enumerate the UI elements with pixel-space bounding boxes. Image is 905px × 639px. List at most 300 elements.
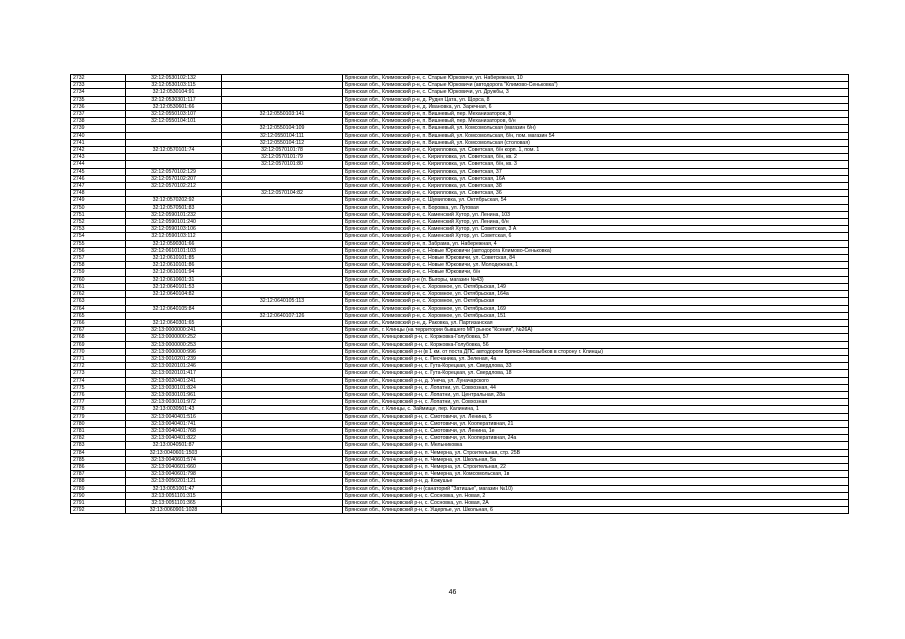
row-number: 2759 — [71, 269, 126, 276]
page-number: 46 — [448, 589, 457, 596]
table-row — [71, 96, 849, 103]
address: Брянская обл., Климовский р-н, с. Кирилловка, ул. Советская, б/н, кв. 3 — [343, 161, 849, 168]
address: Брянская обл., Климовский р-н, п. Вишневый, пер. Механизаторов, б/н — [343, 118, 849, 125]
table-row — [71, 118, 849, 125]
row-number: 2773 — [71, 370, 126, 377]
row-number: 2792 — [71, 507, 126, 514]
building-cadastral-number — [222, 175, 343, 182]
address: Брянская обл., Климовский р-н, д. Ивановка, ул. Заречная, 6 — [343, 103, 849, 110]
row-number: 2751 — [71, 211, 126, 218]
building-cadastral-number — [222, 305, 343, 312]
building-cadastral-number — [222, 363, 343, 370]
row-number: 2779 — [71, 413, 126, 420]
cadastral-number: 32:13:0051001:47 — [126, 485, 222, 492]
cadastral-number: 32:13:0051101:315 — [126, 492, 222, 499]
table-row — [71, 111, 849, 118]
table-row — [71, 89, 849, 96]
building-cadastral-number — [222, 377, 343, 384]
address: Брянская обл., Клинцовский р-н, п. Чемерна, ул. Строительная, стр. 25В — [343, 449, 849, 456]
row-number: 2755 — [71, 240, 126, 247]
address: Брянская обл., Клинцовский р-н, с. Сосновка, ул. Новая, 2 — [343, 492, 849, 499]
address: Брянская обл., Климовский р-н, с. Хоромное, ул. Октябрьская, 169 — [343, 305, 849, 312]
address: Брянская обл., Клинцовский р-н, с. Коржовка-Голубовка, 56 — [343, 341, 849, 348]
building-cadastral-number — [222, 283, 343, 290]
building-cadastral-number — [222, 197, 343, 204]
cadastral-number: 32:12:0570102:212 — [126, 183, 222, 190]
cadastral-number: 32:12:0590101:232 — [126, 211, 222, 218]
row-number: 2780 — [71, 420, 126, 427]
building-cadastral-number — [222, 233, 343, 240]
row-number: 2738 — [71, 118, 126, 125]
address: Брянская обл., Климовский р-н, п. Вишневый, ул. Комсомольская, б/н, пом. магазин 54 — [343, 132, 849, 139]
address: Брянская обл., Климовский р-н, с. Кирилловка, ул. Советская, б/н корп. 1, пом. 1 — [343, 147, 849, 154]
cadastral-number: 32:13:0040601:1503 — [126, 449, 222, 456]
building-cadastral-number — [222, 435, 343, 442]
row-number: 2740 — [71, 132, 126, 139]
row-number: 2765 — [71, 312, 126, 319]
cadastral-number: 32:12:0640105:84 — [126, 305, 222, 312]
cadastral-number: 32:13:0020101:246 — [126, 363, 222, 370]
row-number: 2770 — [71, 348, 126, 355]
address: Брянская обл., Клинцовский р-н, с. Смотовичи, ул. Кооперативная, 21 — [343, 420, 849, 427]
address: Брянская обл., Климовский р-н, с. Хоромное, ул. Октябрьская, 149 — [343, 283, 849, 290]
building-cadastral-number — [222, 399, 343, 406]
building-cadastral-number — [222, 96, 343, 103]
cadastral-number: 32:13:0020401:241 — [126, 377, 222, 384]
cadastral-number: 32:12:0570202:92 — [126, 197, 222, 204]
table-row — [71, 132, 849, 139]
building-cadastral-number — [222, 262, 343, 269]
cadastral-number: 32:12:0530301:117 — [126, 96, 222, 103]
address: Брянская обл., Клинцовский р-н, с. Гута-Корецкая, ул. Свердлова, 33 — [343, 363, 849, 370]
building-cadastral-number — [222, 384, 343, 391]
building-cadastral-number: 32:12:0570101:79 — [222, 154, 343, 161]
building-cadastral-number — [222, 442, 343, 449]
cadastral-number: 32:12:0640101:53 — [126, 283, 222, 290]
row-number: 2742 — [71, 147, 126, 154]
table-row — [71, 168, 849, 175]
address: Брянская обл., Клинцовский р-н (в 1 км. от поста ДПС автодороги Брянск-Новозыбков в сторону г. Клинцы) — [343, 348, 849, 355]
cadastral-number — [126, 190, 222, 197]
address: Брянская обл., Клинцовский р-н, с. Песчаника, ул. Зеленая, 4а — [343, 355, 849, 362]
cadastral-number — [126, 312, 222, 319]
address: Брянская обл., Клинцовский р-н, с. Смотовичи, ул. Ленина, 1е — [343, 427, 849, 434]
table-row — [71, 384, 849, 391]
table-row — [71, 247, 849, 254]
address: Брянская обл., Климовский р-н, д. Раковка, ул. Партизанская — [343, 319, 849, 326]
building-cadastral-number — [222, 370, 343, 377]
table-row — [71, 471, 849, 478]
row-number: 2774 — [71, 377, 126, 384]
address: Брянская обл., Климовский р-н, с. Каменский Хутор, ул. Ленина, 103 — [343, 211, 849, 218]
address: Брянская обл., Климовский р-н, с. Новые Юрковичи, ул. Молодежная, 1 — [343, 262, 849, 269]
address: Брянская обл., Климовский р-н, с. Старые Юрковичи (автодорога "Климово-Сеньковка") — [343, 82, 849, 89]
table-row — [71, 154, 849, 161]
cadastral-number: 32:12:0530601:66 — [126, 103, 222, 110]
address: Брянская обл., Климовский р-н, с. Хоромное, ул. Октябрьская, 151 — [343, 312, 849, 319]
row-number: 2788 — [71, 478, 126, 485]
building-cadastral-number — [222, 456, 343, 463]
building-cadastral-number — [222, 211, 343, 218]
row-number: 2790 — [71, 492, 126, 499]
table-row — [71, 478, 849, 485]
row-number: 2752 — [71, 219, 126, 226]
row-number: 2762 — [71, 291, 126, 298]
building-cadastral-number — [222, 499, 343, 506]
row-number: 2749 — [71, 197, 126, 204]
building-cadastral-number — [222, 75, 343, 82]
table-row — [71, 190, 849, 197]
address: Брянская обл., Клинцовский р-н, п. Чемерна, ул. Школьная, 5а — [343, 456, 849, 463]
building-cadastral-number — [222, 226, 343, 233]
table-row — [71, 363, 849, 370]
table-row — [71, 298, 849, 305]
row-number: 2757 — [71, 255, 126, 262]
row-number: 2736 — [71, 103, 126, 110]
cadastral-number: 32:12:0610601:31 — [126, 276, 222, 283]
cadastral-number: 32:13:0040601:798 — [126, 471, 222, 478]
address: Брянская обл., Климовский р-н, с. Каменский Хутор, ул. Советская, 6 — [343, 233, 849, 240]
building-cadastral-number — [222, 327, 343, 334]
table-row — [71, 413, 849, 420]
address: Брянская обл., Климовский р-н (п. Выгоры, магазин №43) — [343, 276, 849, 283]
table-row — [71, 427, 849, 434]
table-row — [71, 175, 849, 182]
table-row — [71, 319, 849, 326]
cadastral-number: 32:13:0040401:741 — [126, 420, 222, 427]
table-row — [71, 103, 849, 110]
address: Брянская обл., Климовский р-н, п. Вишневый, ул. Комсомольская (магазин б/н) — [343, 125, 849, 132]
building-cadastral-number — [222, 204, 343, 211]
table-row — [71, 370, 849, 377]
building-cadastral-number — [222, 240, 343, 247]
table-row — [71, 327, 849, 334]
row-number: 2778 — [71, 406, 126, 413]
cadastral-number: 32:13:0040401:822 — [126, 435, 222, 442]
address: Брянская обл., Клинцовский р-н, с. Лопатни, ул. Совхозная, 44 — [343, 384, 849, 391]
row-number: 2781 — [71, 427, 126, 434]
address: Брянская обл., Климовский р-н, с. Кирилловка, ул. Советская, 36 — [343, 190, 849, 197]
table-row — [71, 226, 849, 233]
address: Брянская обл., Клинцовский р-н, с. Гута-Корецкая, ул. Свердлова, 18 — [343, 370, 849, 377]
cadastral-number — [126, 154, 222, 161]
table-row — [71, 442, 849, 449]
building-cadastral-number — [222, 355, 343, 362]
table-row — [71, 125, 849, 132]
row-number: 2737 — [71, 111, 126, 118]
row-number: 2741 — [71, 139, 126, 146]
cadastral-number: 32:12:0570501:83 — [126, 204, 222, 211]
table-row — [71, 197, 849, 204]
table-row — [71, 240, 849, 247]
row-number: 2745 — [71, 168, 126, 175]
building-cadastral-number: 32:12:0640105:113 — [222, 298, 343, 305]
row-number: 2750 — [71, 204, 126, 211]
row-number: 2767 — [71, 327, 126, 334]
cadastral-number: 32:13:0050201:121 — [126, 478, 222, 485]
building-cadastral-number — [222, 255, 343, 262]
building-cadastral-number: 32:12:0550104:111 — [222, 132, 343, 139]
building-cadastral-number — [222, 478, 343, 485]
address: Брянская обл., Клинцовский р-н, д. Кожушье — [343, 478, 849, 485]
address: Брянская обл., Климовский р-н, п. Боровка, ул. Луговая — [343, 204, 849, 211]
cadastral-number: 32:13:0030101:824 — [126, 384, 222, 391]
table-row — [71, 219, 849, 226]
building-cadastral-number — [222, 319, 343, 326]
cadastral-number: 32:13:0040501:87 — [126, 442, 222, 449]
cadastral-number: 32:12:0550104:101 — [126, 118, 222, 125]
table-row — [71, 283, 849, 290]
table-row — [71, 485, 849, 492]
row-number: 2732 — [71, 75, 126, 82]
table-row — [71, 399, 849, 406]
building-cadastral-number: 32:12:0550104:112 — [222, 139, 343, 146]
cadastral-number: 32:12:0530104:91 — [126, 89, 222, 96]
row-number: 2756 — [71, 247, 126, 254]
table-row — [71, 147, 849, 154]
table-body — [71, 75, 849, 514]
row-number: 2746 — [71, 175, 126, 182]
cadastral-number: 32:12:0550103:107 — [126, 111, 222, 118]
cadastral-number: 32:13:0040601:660 — [126, 463, 222, 470]
cadastral-number: 32:13:0040401:516 — [126, 413, 222, 420]
cadastral-number — [126, 161, 222, 168]
table-row — [71, 269, 849, 276]
building-cadastral-number — [222, 276, 343, 283]
cadastral-number: 32:12:0590301:66 — [126, 240, 222, 247]
address: Брянская обл., Клинцовский р-н, с. Лопатни, ул. Совхозная — [343, 399, 849, 406]
row-number: 2783 — [71, 442, 126, 449]
table-row — [71, 334, 849, 341]
row-number: 2734 — [71, 89, 126, 96]
building-cadastral-number — [222, 348, 343, 355]
address: Брянская обл., Климовский р-н, п. Вишневый, ул. Комсомольская (столовая) — [343, 139, 849, 146]
cadastral-number — [126, 132, 222, 139]
table-row — [71, 355, 849, 362]
table-row — [71, 291, 849, 298]
table-row — [71, 139, 849, 146]
building-cadastral-number — [222, 334, 343, 341]
building-cadastral-number — [222, 471, 343, 478]
table-row — [71, 305, 849, 312]
building-cadastral-number — [222, 341, 343, 348]
cadastral-number: 32:12:0530102:132 — [126, 75, 222, 82]
cadastral-number: 32:12:0610101:85 — [126, 255, 222, 262]
cadastral-number: 32:13:0040401:768 — [126, 427, 222, 434]
address: Брянская обл., Климовский р-н, с. Каменский Хутор, ул. Ленина, б/н — [343, 219, 849, 226]
cadastral-number — [126, 125, 222, 132]
address: Брянская обл., Клинцовский р-н, с. Лопатни, ул. Центральная, 28а — [343, 391, 849, 398]
building-cadastral-number — [222, 463, 343, 470]
address: Брянская обл., Климовский р-н, с. Старые Юрковичи, ул. Набережная, 10 — [343, 75, 849, 82]
building-cadastral-number — [222, 391, 343, 398]
building-cadastral-number: 32:12:0570101:78 — [222, 147, 343, 154]
row-number: 2789 — [71, 485, 126, 492]
table-row — [71, 449, 849, 456]
address: Брянская обл., Климовский р-н, с. Кирилловка, ул. Советская, б/н, кв. 2 — [343, 154, 849, 161]
building-cadastral-number — [222, 427, 343, 434]
cadastral-number: 32:13:0010201:239 — [126, 355, 222, 362]
address: Брянская обл., Климовский р-н, п. Забрама, ул. Набережная, 4 — [343, 240, 849, 247]
building-cadastral-number — [222, 89, 343, 96]
row-number: 2744 — [71, 161, 126, 168]
address: Брянская обл., Климовский р-н, п. Вишневый, пер. Механизаторов, 8 — [343, 111, 849, 118]
building-cadastral-number — [222, 413, 343, 420]
cadastral-number: 32:12:0590101:240 — [126, 219, 222, 226]
address: Брянская обл., Климовский р-н, с. Шумиловка, ул. Октябрьская, 54 — [343, 197, 849, 204]
row-number: 2748 — [71, 190, 126, 197]
table-row — [71, 348, 849, 355]
row-number: 2771 — [71, 355, 126, 362]
building-cadastral-number — [222, 269, 343, 276]
table-row — [71, 507, 849, 514]
row-number: 2763 — [71, 298, 126, 305]
row-number: 2733 — [71, 82, 126, 89]
address: Брянская обл., Климовский р-н, с. Кирилловка, ул. Советская, 37 — [343, 168, 849, 175]
cadastral-number: 32:12:0570102:129 — [126, 168, 222, 175]
address: Брянская обл., Клинцовский р-н, п. Чемерна, ул. Строительная, 22 — [343, 463, 849, 470]
building-cadastral-number: 32:12:0570101:80 — [222, 161, 343, 168]
table-row — [71, 82, 849, 89]
row-number: 2754 — [71, 233, 126, 240]
address: Брянская обл., Климовский р-н, с. Старые Юрковичи, ул. Дружбы, 3 — [343, 89, 849, 96]
row-number: 2735 — [71, 96, 126, 103]
cadastral-number: 32:13:0000000:241 — [126, 327, 222, 334]
table-row — [71, 255, 849, 262]
building-cadastral-number — [222, 118, 343, 125]
cadastral-number: 32:12:0530103:115 — [126, 82, 222, 89]
building-cadastral-number: 32:12:0570104:82 — [222, 190, 343, 197]
address: Брянская обл., Клинцовский р-н, с. Коржовка-Голубовка, 57 — [343, 334, 849, 341]
row-number: 2787 — [71, 471, 126, 478]
row-number: 2758 — [71, 262, 126, 269]
building-cadastral-number — [222, 507, 343, 514]
building-cadastral-number — [222, 291, 343, 298]
row-number: 2777 — [71, 399, 126, 406]
table-row — [71, 406, 849, 413]
address: Брянская обл., Климовский р-н, с. Кирилловка, ул. Советская, 38 — [343, 183, 849, 190]
building-cadastral-number — [222, 183, 343, 190]
address: Брянская обл., Клинцовский р-н, д. Унеча, ул. Луначарского — [343, 377, 849, 384]
cadastral-number: 32:13:0051101:365 — [126, 499, 222, 506]
row-number: 2739 — [71, 125, 126, 132]
building-cadastral-number — [222, 406, 343, 413]
table-row — [71, 183, 849, 190]
row-number: 2769 — [71, 341, 126, 348]
address: Брянская обл., Клинцовский р-н, п. Мельниковка — [343, 442, 849, 449]
row-number: 2772 — [71, 363, 126, 370]
cadastral-number: 32:12:0640104:82 — [126, 291, 222, 298]
table-row — [71, 233, 849, 240]
address: Брянская обл., Клинцовский р-н, с. Сосновка, ул. Новая, 2А — [343, 499, 849, 506]
cadastral-number: 32:12:0610101:103 — [126, 247, 222, 254]
cadastral-number: 32:13:0000000:996 — [126, 348, 222, 355]
row-number: 2766 — [71, 319, 126, 326]
cadastral-number: 32:12:0610101:86 — [126, 262, 222, 269]
table-row — [71, 463, 849, 470]
table-row — [71, 499, 849, 506]
building-cadastral-number — [222, 420, 343, 427]
row-number: 2760 — [71, 276, 126, 283]
table-row — [71, 377, 849, 384]
table-row — [71, 75, 849, 82]
row-number: 2743 — [71, 154, 126, 161]
table-row — [71, 211, 849, 218]
table-row — [71, 204, 849, 211]
row-number: 2782 — [71, 435, 126, 442]
building-cadastral-number — [222, 485, 343, 492]
table-row — [71, 391, 849, 398]
row-number: 2784 — [71, 449, 126, 456]
address: Брянская обл., Климовский р-н, с. Кирилловка, ул. Советская, 16А — [343, 175, 849, 182]
row-number: 2753 — [71, 226, 126, 233]
property-register-table — [70, 74, 849, 514]
building-cadastral-number: 32:12:0640107:126 — [222, 312, 343, 319]
address: Брянская обл., Клинцовский р-н, с. Ущерпье, ул. Школьная, 6 — [343, 507, 849, 514]
building-cadastral-number — [222, 103, 343, 110]
cadastral-number: 32:13:0060901:1028 — [126, 507, 222, 514]
building-cadastral-number: 32:12:0550104:109 — [222, 125, 343, 132]
address: Брянская обл., Климовский р-н, с. Хоромное, ул. Октябрьская — [343, 298, 849, 305]
address: Брянская обл., г. Клинцы (на территории бывшего МП рынок "Ксения", №26А) — [343, 327, 849, 334]
table-row — [71, 312, 849, 319]
row-number: 2761 — [71, 283, 126, 290]
row-number: 2786 — [71, 463, 126, 470]
address: Брянская обл., Климовский р-н, д. Рудня Цата, ул. Щорса, 8 — [343, 96, 849, 103]
address: Брянская обл., Клинцовский р-н, с. Смотовичи, ул. Ленина, 5 — [343, 413, 849, 420]
row-number: 2747 — [71, 183, 126, 190]
building-cadastral-number — [222, 492, 343, 499]
building-cadastral-number — [222, 247, 343, 254]
cadastral-number: 32:12:0640301:65 — [126, 319, 222, 326]
building-cadastral-number — [222, 168, 343, 175]
table-row — [71, 456, 849, 463]
row-number: 2785 — [71, 456, 126, 463]
building-cadastral-number — [222, 449, 343, 456]
row-number: 2768 — [71, 334, 126, 341]
address: Брянская обл., Климовский р-н, с. Хоромное, ул. Октябрьская, 164а — [343, 291, 849, 298]
cadastral-number: 32:12:0570101:74 — [126, 147, 222, 154]
cadastral-number: 32:12:0590103:112 — [126, 233, 222, 240]
table-row — [71, 341, 849, 348]
cadastral-number: 32:13:0030501:43 — [126, 406, 222, 413]
cadastral-number: 32:13:0000000:253 — [126, 341, 222, 348]
cadastral-number: 32:13:0030101:972 — [126, 399, 222, 406]
building-cadastral-number — [222, 82, 343, 89]
address: Брянская обл., Климовский р-н, с. Новые Юрковичи, ул. Советская, 84 — [343, 255, 849, 262]
table-row — [71, 435, 849, 442]
cadastral-number — [126, 298, 222, 305]
address: Брянская обл., г. Клинцы, с. Займище, пер. Калинина, 1 — [343, 406, 849, 413]
table-row — [71, 161, 849, 168]
cadastral-number: 32:12:0610101:94 — [126, 269, 222, 276]
cadastral-number: 32:12:0570102:207 — [126, 175, 222, 182]
cadastral-number: 32:13:0040601:574 — [126, 456, 222, 463]
table-row — [71, 276, 849, 283]
row-number: 2775 — [71, 384, 126, 391]
row-number: 2764 — [71, 305, 126, 312]
table-row — [71, 262, 849, 269]
table-row — [71, 492, 849, 499]
table-row — [71, 420, 849, 427]
cadastral-number: 32:13:0000000:252 — [126, 334, 222, 341]
address: Брянская обл., Климовский р-н, с. Новые Юрковичи (автодорога Климово-Сеньковка) — [343, 247, 849, 254]
cadastral-number: 32:12:0590103:106 — [126, 226, 222, 233]
address: Брянская обл., Клинцовский р-н, с. Смотовичи, ул. Кооперативная, 24а — [343, 435, 849, 442]
address: Брянская обл., Климовский р-н, с. Каменский Хутор, ул. Советская, 3 А — [343, 226, 849, 233]
row-number: 2791 — [71, 499, 126, 506]
building-cadastral-number: 32:12:0550103:141 — [222, 111, 343, 118]
